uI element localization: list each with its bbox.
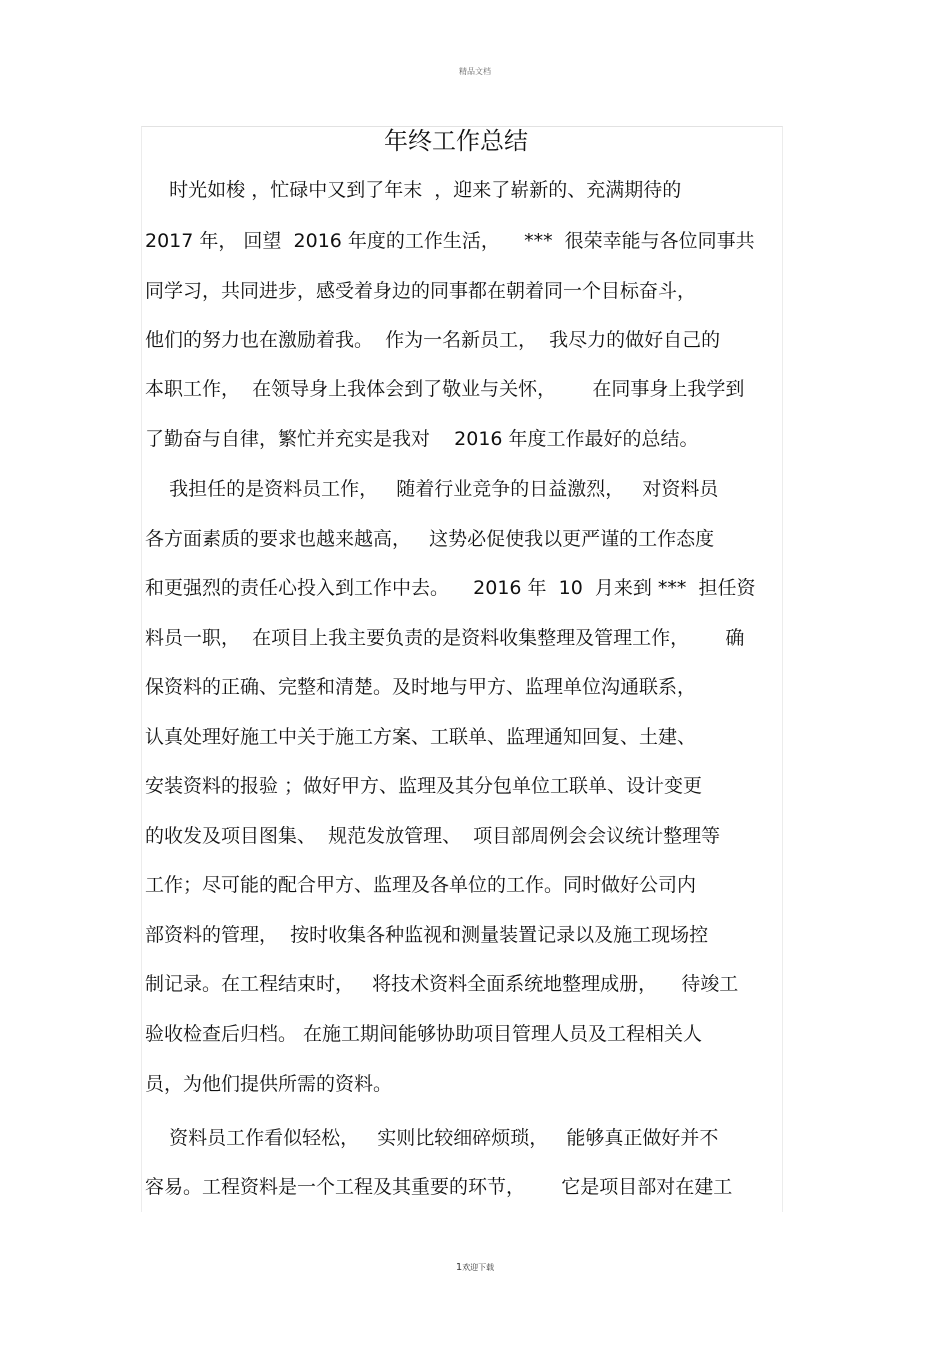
paragraph-line: 料员一职， 在项目上我主要负责的是资料收集整理及管理工作， 确 — [145, 627, 745, 649]
paragraph-line: 的收发及项目图集、 规范发放管理、 项目部周例会会议统计整理等 — [145, 825, 721, 847]
paragraph-line: 保资料的正确、完整和清楚。及时地与甲方、监理单位沟通联系， — [145, 676, 697, 698]
paragraph-line: 工作；尽可能的配合甲方、监理及各单位的工作。同时做好公司内 — [145, 874, 697, 896]
paragraph-line: 时光如梭 ，忙碌中又到了年末 ，迎来了崭新的、充满期待的 — [145, 179, 682, 201]
paragraph-line: 验收检查后归档。 在施工期间能够协助项目管理人员及工程相关人 — [145, 1023, 703, 1045]
paragraph-line: 了勤奋与自律，繁忙并充实是我对 2016 年度工作最好的总结。 — [145, 428, 699, 450]
paragraph-line: 本职工作， 在领导身上我体会到了敬业与关怀， 在同事身上我学到 — [145, 378, 745, 400]
page-footer — [0, 1262, 950, 1273]
paragraph-line: 部资料的管理， 按时收集各种监视和测量装置记录以及施工现场控 — [145, 924, 709, 946]
document-title: 年终工作总结 — [384, 127, 528, 155]
page-number: 1 — [455, 1262, 463, 1273]
paragraph-line: 同学习，共同进步，感受着身边的同事都在朝着同一个目标奋斗， — [145, 280, 697, 302]
paragraph-line: 安装资料的报验 ；做好甲方、监理及其分包单位工联单、设计变更 — [145, 775, 703, 797]
paragraph-line: 员，为他们提供所需的资料。 — [145, 1073, 393, 1095]
paragraph-line: 容易。工程资料是一个工程及其重要的环节， 它是项目部对在建工 — [145, 1176, 733, 1198]
paragraph-line: 制记录。在工程结束时， 将技术资料全面系统地整理成册， 待竣工 — [145, 973, 739, 995]
paragraph-line: 2017 年， 回望 2016 年度的工作生活， *** 很荣幸能与各位同事共 — [145, 230, 755, 252]
paragraph-line: 和更强烈的责任心投入到工作中去。 2016 年 10 月来到 *** 担任资 — [145, 577, 756, 599]
paragraph-line: 资料员工作看似轻松， 实则比较细碎烦琐， 能够真正做好并不 — [145, 1127, 719, 1149]
header-note: 精品文档 — [459, 67, 491, 76]
paragraph-line: 我担任的是资料员工作， 随着行业竞争的日益激烈， 对资料员 — [145, 478, 719, 500]
paragraph-line: 认真处理好施工中关于施工方案、工联单、监理通知回复、土建、 — [145, 726, 697, 748]
paragraph-line: 他们的努力也在激励着我。 作为一名新员工， 我尽力的做好自己的 — [145, 329, 721, 351]
paragraph-line: 各方面素质的要求也越来越高， 这势必促使我以更严谨的工作态度 — [145, 528, 715, 550]
footer-label: 欢迎下载 — [462, 1263, 495, 1272]
